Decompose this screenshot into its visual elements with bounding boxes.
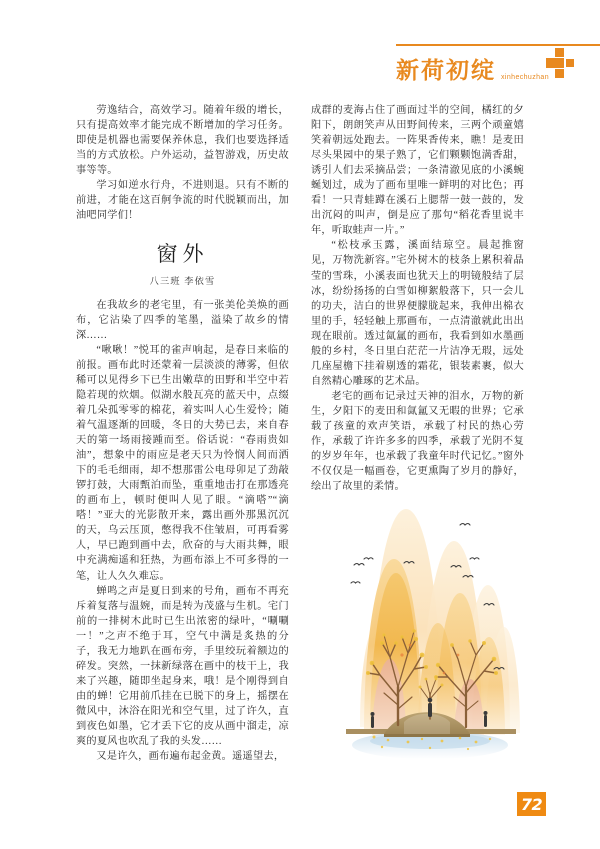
paragraph: 劳逸结合，高效学习。随着年级的增长，只有提高效率才能完成不断增加的学习任务。即使是机器也需要保养休息，我们也要选择适当的方式放松。户外运动，益智游戏，历史故事等等。 <box>76 105 289 177</box>
paragraph: 蝉鸣之声是夏日到来的号角，画布不再充斥着复落与温婉，而是转为茂盛与生机。宅门前的一排树木此时已生出浓密的绿叶，“唰唰一！”之声不绝于耳，空气中满是炙热的分子，我无力地趴在画布旁，手里绞玩着额边的碎发。突然，一抹新绿落在画中的枝干上，我来了兴趣，随即坐起身来，哦！是个刚得到自由的蝉！它用前爪挂在已脱下的身上，摇摆在微风中，沐浴在阳光和空气里，过了许久，直到夜色如墨，它才丢下它的皮从画中溜走，凉爽的夏风也吹乱了我的头发…… <box>76 585 289 748</box>
paragraph: 学习如逆水行舟，不进则退。只有不断的前进，才能在这百舸争流的时代脱颖而出，加油吧同学们！ <box>76 180 289 222</box>
page-number-badge: 72 <box>517 792 546 816</box>
page-header <box>0 0 600 96</box>
paragraph: “松枝承玉露，溪面结琼空。晨起推窗见，万物洗新容。”宅外树木的枝条上累积着晶莹的雪珠，小溪表面也犹天上的明镜般结了层冰，纷纷扬扬的白雪如柳絮般落下，只一会儿的功夫，洁白的世界便朦胧起来，我伸出棉衣里的手，轻轻触上那画布，一点清澈就此出出现在眼前。透过氤氲的画布，我看到如水墨画般的乡村，冬日里白茫茫一片洁净无瑕，远处几座屋檐下挂着剔透的霜花，银装素裹，似大自然精心雕琢的艺术品。 <box>311 240 524 387</box>
article-byline: 八三班 李依雪 <box>149 275 216 286</box>
section-pinyin: xinhechuzhan <box>501 74 549 81</box>
article-title: 窗外 <box>156 242 209 267</box>
paragraph: 又是许久，画布遍布起金黄。遥遥望去， <box>96 751 285 763</box>
paragraph: 老宅的画布记录过天神的泪水，万物的新生，夕阳下的麦田和氤氲又无暇的世界；它承载了孩童的欢声笑语，承载了村民的热心劳作，承载了许许多多的四季，承载了光阴不复的岁岁年年，也承载了我童年时代记忆。”窗外不仅仅是一幅画卷，它更熏陶了岁月的静好，绘出了故里的柔情。 <box>311 390 524 493</box>
right-text-column <box>311 103 524 494</box>
paragraph: 成群的麦海占住了画面过半的空间，橘红的夕阳下，朗朗笑声从田野间传来，三两个顽童嬉笑着朝远处跑去。一阵果香传来，瞧！是麦田尽头果园中的果子熟了，它们颗颗饱满香甜，诱引人们去采摘品尝；一条清澈见底的小溪蜿蜒划过，成为了画布里唯一鲜明的对比色；再看！一只青蛙蹲在溪石上腮帮一鼓一鼓的，发出沉闷的叫声，倒是应了那句“稻花香里说丰年，听取蛙声一片。” <box>311 105 524 237</box>
autumn-mountain-bridge-illustration <box>318 497 533 797</box>
header-squares-icon <box>546 48 580 78</box>
paragraph: 在我故乡的老宅里，有一张美伦美焕的画布，它沾染了四季的笔墨，溢染了故乡的情深…… <box>76 299 289 341</box>
section-title: 新荷初绽 <box>396 58 496 84</box>
left-text-column <box>76 103 289 764</box>
paragraph: “啾啾！”悦耳的雀声响起，是春日来临的前报。画布此时还蒙着一层淡淡的薄雾，但依稀可以见得乡下已生出嫩草的田野和半空中若隐若现的炊烟。似湖水般瓦亮的蓝天中，点缀着几朵孤零零的棉花，着实叫人心生爱怜；随着气温逐渐的回暖，冬日的大势已去，来自春天的第一场雨接踵而至。俗话说：“春雨贵如油”，想象中的雨应是老天只为怜悯人间而洒下的毛毛细雨，却不想那雷公电母卯足了劲敲锣打鼓，大雨甄泊而坠，重重地击打在那透亮的画布上，顿时便叫人见了眼。“滴嗒”“滴嗒！”亚大的光影散开来，露出画外那黑沉沉的天，乌云压顶，憋得我不住皱眉，可再看雾人，早已跑到画中去，欣奋的与大雨共舞，眼中充满痴遥和狂热，为画布添上不可多得的一笔，让人久久难忘。 <box>76 344 289 582</box>
header-accent-rule <box>396 44 600 46</box>
